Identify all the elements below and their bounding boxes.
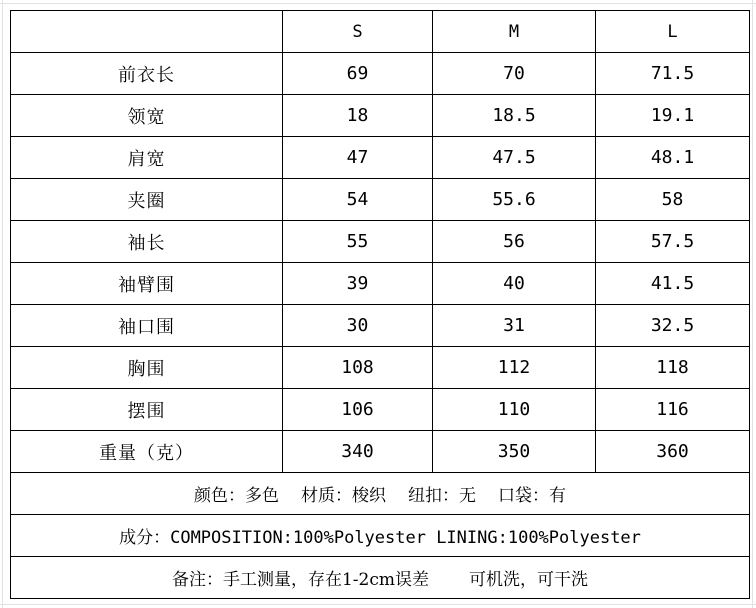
value-cell-m[interactable]: 70 (433, 53, 596, 95)
row-label-cell[interactable]: 袖臂围 (11, 263, 283, 305)
value-cell-m[interactable]: 47.5 (433, 137, 596, 179)
table-row (11, 137, 750, 179)
header-row (11, 11, 750, 53)
header-cell-size-s[interactable]: S (283, 11, 433, 53)
value-cell-s[interactable]: 108 (283, 347, 433, 389)
value-cell-m[interactable]: 56 (433, 221, 596, 263)
row-label-cell[interactable]: 夹圈 (11, 179, 283, 221)
table-row (11, 305, 750, 347)
row-label-cell[interactable]: 重量（克） (11, 431, 283, 473)
value-cell-s[interactable]: 54 (283, 179, 433, 221)
composition-cell[interactable] (11, 515, 750, 557)
composition-label: 成分： (119, 528, 171, 548)
value-cell-l[interactable]: 360 (596, 431, 750, 473)
row-label-cell[interactable]: 胸围 (11, 347, 283, 389)
value-cell-s[interactable]: 39 (283, 263, 433, 305)
remark-row (11, 557, 750, 599)
table-row (11, 347, 750, 389)
value-cell-m[interactable]: 350 (433, 431, 596, 473)
value-cell-s[interactable]: 30 (283, 305, 433, 347)
value-cell-l[interactable]: 32.5 (596, 305, 750, 347)
value-cell-s[interactable]: 47 (283, 137, 433, 179)
table-row (11, 53, 750, 95)
value-cell-m[interactable]: 18.5 (433, 95, 596, 137)
grid-line (752, 0, 753, 608)
value-cell-m[interactable]: 55.6 (433, 179, 596, 221)
row-label-cell[interactable]: 摆围 (11, 389, 283, 431)
header-cell-size-m[interactable]: M (433, 11, 596, 53)
value-cell-l[interactable]: 41.5 (596, 263, 750, 305)
grid-line (2, 0, 3, 608)
table-row (11, 221, 750, 263)
row-label-cell[interactable]: 肩宽 (11, 137, 283, 179)
grid-line (0, 604, 756, 605)
composition-row (11, 515, 750, 557)
value-cell-s[interactable]: 340 (283, 431, 433, 473)
value-cell-l[interactable]: 118 (596, 347, 750, 389)
value-cell-s[interactable]: 69 (283, 53, 433, 95)
grid-line (0, 3, 756, 4)
remark-label: 备注： (171, 570, 223, 590)
value-cell-l[interactable]: 116 (596, 389, 750, 431)
row-label-cell[interactable]: 袖口围 (11, 305, 283, 347)
table-row (11, 431, 750, 473)
material-attribute: 材质：梭织 (301, 486, 386, 506)
composition-value: COMPOSITION:100%Polyester LINING:100%Polyester (170, 528, 641, 548)
value-cell-m[interactable]: 112 (433, 347, 596, 389)
value-cell-l[interactable]: 58 (596, 179, 750, 221)
attributes-row (11, 473, 750, 515)
value-cell-m[interactable]: 31 (433, 305, 596, 347)
value-cell-m[interactable]: 110 (433, 389, 596, 431)
row-label-cell[interactable]: 前衣长 (11, 53, 283, 95)
table-row (11, 389, 750, 431)
remark-cell[interactable] (11, 557, 750, 599)
value-cell-s[interactable]: 18 (283, 95, 433, 137)
remark-measurement-note: 手工测量，存在1-2cm误差 (222, 570, 430, 590)
value-cell-m[interactable]: 40 (433, 263, 596, 305)
attributes-cell[interactable] (11, 473, 750, 515)
value-cell-l[interactable]: 57.5 (596, 221, 750, 263)
row-label-cell[interactable]: 袖长 (11, 221, 283, 263)
table-row (11, 179, 750, 221)
remark-care-note: 可机洗，可干洗 (469, 570, 589, 590)
value-cell-l[interactable]: 19.1 (596, 95, 750, 137)
row-label-cell[interactable]: 领宽 (11, 95, 283, 137)
color-attribute: 颜色：多色 (194, 486, 279, 506)
value-cell-s[interactable]: 55 (283, 221, 433, 263)
table-row (11, 263, 750, 305)
pocket-attribute: 口袋：有 (498, 486, 566, 506)
size-chart-table (10, 10, 750, 599)
header-cell-empty[interactable] (11, 11, 283, 53)
button-attribute: 纽扣：无 (408, 486, 476, 506)
value-cell-l[interactable]: 48.1 (596, 137, 750, 179)
value-cell-l[interactable]: 71.5 (596, 53, 750, 95)
value-cell-s[interactable]: 106 (283, 389, 433, 431)
table-row (11, 95, 750, 137)
header-cell-size-l[interactable]: L (596, 11, 750, 53)
